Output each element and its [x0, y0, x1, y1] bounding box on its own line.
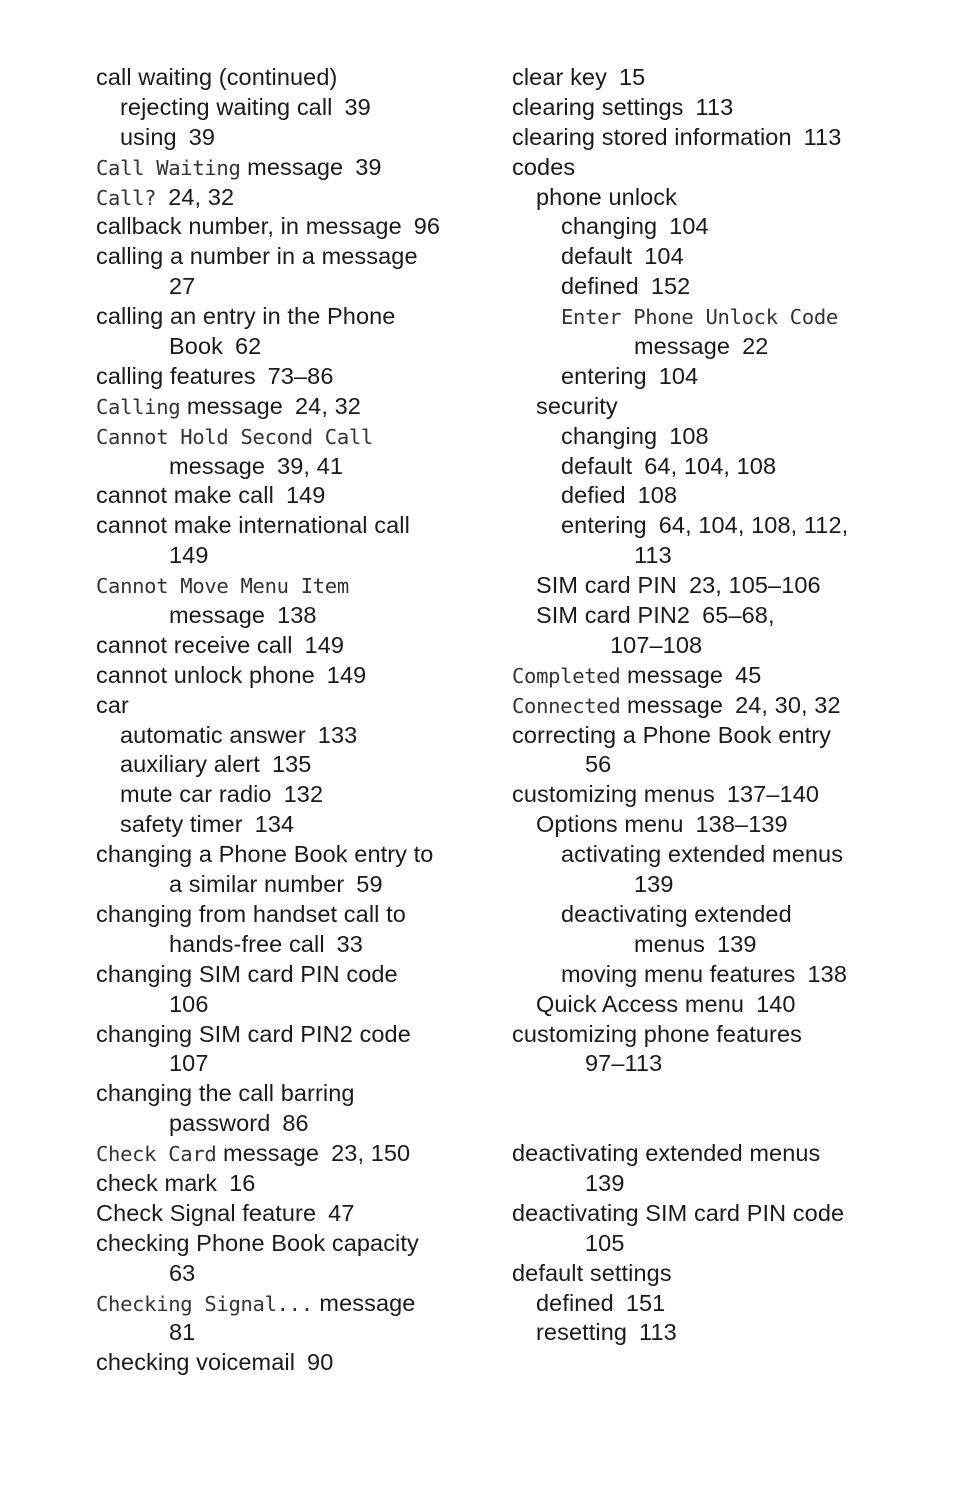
index-entry [96, 780, 496, 810]
display-message-text: Connected [512, 693, 621, 718]
index-entry [512, 183, 912, 213]
page-reference: 86 [282, 1110, 309, 1137]
page-reference: 107–108 [610, 631, 703, 658]
display-message-text: Checking Signal... [96, 1291, 313, 1316]
display-message-text: Cannot Move Menu Item [96, 574, 349, 599]
entry-term: default [561, 452, 633, 479]
entry-term: callback number, in message [96, 213, 402, 240]
index-entry [512, 123, 912, 153]
page-reference: 134 [254, 811, 295, 838]
index-column-left [96, 63, 496, 1378]
entry-term: codes [512, 153, 576, 180]
index-column-right [512, 63, 912, 1348]
index-entry [96, 661, 496, 691]
index-entry [96, 1318, 496, 1348]
index-entry [512, 750, 912, 780]
page-reference: 59 [356, 871, 383, 898]
display-message-text: Completed [512, 663, 621, 688]
page-reference: 149 [285, 482, 326, 509]
entry-term: message [634, 333, 731, 360]
index-entry [512, 960, 912, 990]
entry-term: default [561, 243, 633, 270]
entry-term: SIM card PIN2 [536, 602, 691, 629]
index-entry [512, 631, 912, 661]
index-entry [512, 93, 912, 123]
entry-term: defined [561, 273, 639, 300]
entry-term: SIM card PIN [536, 572, 677, 599]
index-entry [96, 332, 496, 362]
display-message-text: Cannot Hold Second Call [96, 424, 373, 449]
entry-term: password [169, 1110, 271, 1137]
page-reference: 108 [669, 422, 709, 449]
index-entry [512, 1139, 912, 1169]
display-message-text: Call? [96, 185, 157, 210]
entry-term: calling a number in a message [96, 243, 418, 270]
entry-term: safety timer [120, 811, 243, 838]
page-reference: 149 [326, 661, 367, 688]
entry-term: deactivating extended menus [512, 1140, 821, 1167]
page-reference: 149 [169, 542, 209, 569]
page-reference: 24, 32 [168, 183, 235, 210]
index-entry [512, 990, 912, 1020]
entry-term: resetting [536, 1319, 628, 1346]
page-reference: 90 [307, 1349, 334, 1376]
page-reference: 113 [639, 1319, 677, 1346]
index-entry [96, 1289, 496, 1319]
page-reference: 104 [669, 213, 709, 240]
page-reference: 139 [585, 1169, 625, 1196]
entry-term: message [620, 661, 724, 688]
index-entry [96, 1109, 496, 1139]
page-reference: 108 [637, 482, 678, 509]
page-reference: 47 [328, 1199, 355, 1226]
page-reference: 23, 150 [331, 1140, 411, 1167]
index-entry [512, 870, 912, 900]
index-entry [96, 1259, 496, 1289]
entry-term: check mark [96, 1169, 218, 1196]
page-reference: 64, 104, 108 [644, 452, 777, 479]
entry-term: message [169, 452, 266, 479]
page-reference: 64, 104, 108, 112, [658, 512, 849, 539]
entry-term: call waiting (continued) [96, 64, 338, 90]
index-entry [512, 810, 912, 840]
page-reference: 133 [317, 721, 358, 748]
index-entry [512, 1318, 912, 1348]
index-entry [512, 840, 912, 870]
page-reference: 63 [169, 1259, 196, 1286]
page-reference: 132 [283, 781, 324, 808]
index-entry [512, 153, 912, 183]
page-reference: 73–86 [267, 362, 334, 389]
page-reference: 135 [271, 751, 312, 778]
index-entry [96, 721, 496, 751]
page-reference: 137–140 [726, 781, 820, 808]
index-entry [96, 571, 496, 601]
index-entry [512, 541, 912, 571]
index-entry [96, 691, 496, 721]
entry-term: Quick Access menu [536, 990, 745, 1017]
index-entry [96, 631, 496, 661]
entry-term: cannot unlock phone [96, 661, 315, 688]
index-entry [96, 481, 496, 511]
entry-term: menus [634, 930, 706, 957]
entry-term: cannot make call [96, 482, 274, 509]
index-entry [512, 601, 912, 631]
page-reference: 22 [742, 333, 769, 360]
page-reference: 24, 30, 32 [735, 691, 841, 718]
page-reference: 139 [634, 871, 674, 898]
page-reference: 139 [717, 930, 757, 957]
index-entry [512, 1169, 912, 1199]
page-reference: 96 [413, 213, 441, 240]
index-entry [96, 422, 496, 452]
entry-term: changing the call barring [96, 1080, 355, 1107]
index-entry [512, 900, 912, 930]
index-entry [96, 1199, 496, 1229]
entry-term: phone unlock [536, 183, 678, 210]
page-reference: 65–68, [702, 602, 775, 629]
index-entry [96, 123, 496, 153]
page-reference: 151 [625, 1289, 666, 1316]
index-entry [96, 601, 496, 631]
page-reference: 39, 41 [277, 452, 343, 479]
entry-term: security [536, 392, 618, 419]
index-entry [96, 930, 496, 960]
index-entry [512, 721, 912, 751]
index-entry [96, 1139, 496, 1169]
index-entry [512, 392, 912, 422]
section-gap [512, 1079, 912, 1139]
page-reference: 138 [807, 960, 848, 987]
display-message-text: Call Waiting [96, 155, 241, 180]
page-reference: 23, 105–106 [688, 572, 821, 599]
entry-term: customizing menus [512, 781, 715, 808]
page-reference: 104 [644, 243, 684, 270]
entry-term: car [96, 691, 129, 718]
entry-term: calling an entry in the Phone [96, 303, 396, 330]
index-entry [96, 212, 496, 242]
index-entry [96, 1020, 496, 1050]
index-entry [96, 840, 496, 870]
entry-term: correcting a Phone Book entry [512, 721, 832, 748]
entry-term: checking voicemail [96, 1349, 296, 1376]
display-message-text: Check Card [96, 1142, 217, 1167]
entry-term: cannot receive call [96, 631, 293, 658]
index-entry [512, 63, 912, 93]
index-entry [96, 541, 496, 571]
entry-term: message [180, 392, 283, 419]
index-entry [512, 1229, 912, 1259]
page-reference: 149 [304, 631, 345, 658]
page-reference: 113 [634, 542, 672, 569]
index-entry [96, 153, 496, 183]
entry-term: changing from handset call to [96, 900, 406, 927]
page-reference: 140 [756, 990, 796, 1017]
page-reference: 24, 32 [294, 392, 361, 419]
entry-term: moving menu features [561, 960, 796, 987]
entry-term: mute car radio [120, 781, 272, 808]
page-reference: 152 [650, 273, 691, 300]
page-reference: 97–113 [585, 1050, 663, 1077]
entry-term: Options menu [536, 811, 684, 838]
entry-term: activating extended menus [561, 841, 844, 868]
display-message-text: Enter Phone Unlock Code [561, 305, 838, 330]
entry-term: changing [561, 422, 658, 449]
index-entry [96, 1049, 496, 1079]
page-reference: 39 [355, 153, 382, 180]
entry-term: rejecting waiting call [120, 93, 333, 120]
index-entry [96, 63, 496, 93]
entry-term: clear key [512, 64, 607, 90]
page-reference: 113 [803, 123, 842, 150]
entry-term: auxiliary alert [120, 751, 260, 778]
entry-term: calling features [96, 362, 256, 389]
index-entry [512, 362, 912, 392]
entry-term: changing SIM card PIN code [96, 960, 398, 987]
entry-term: a similar number [169, 871, 345, 898]
entry-term: entering [561, 362, 647, 389]
entry-term: using [120, 123, 177, 150]
page-reference: 104 [658, 362, 699, 389]
index-entry [96, 1348, 496, 1378]
index-entry [512, 1289, 912, 1319]
index-entry [96, 511, 496, 541]
index-entry [512, 1259, 912, 1289]
index-entry [512, 452, 912, 482]
page-reference: 39 [188, 123, 216, 150]
page-reference: 107 [169, 1050, 209, 1077]
index-entry [96, 1229, 496, 1259]
entry-term: cannot make international call [96, 512, 410, 539]
display-message-text: Calling [96, 394, 181, 419]
entry-term: automatic answer [120, 721, 306, 748]
index-entry [96, 452, 496, 482]
index-entry [96, 93, 496, 123]
index-entry [96, 810, 496, 840]
entry-term: changing SIM card PIN2 code [96, 1020, 411, 1047]
index-entry [512, 212, 912, 242]
page-reference: 105 [585, 1229, 625, 1256]
page-reference: 81 [169, 1319, 196, 1346]
index-entry [512, 1199, 912, 1229]
index-entry [96, 1169, 496, 1199]
index-entry [96, 242, 496, 272]
index-entry [512, 780, 912, 810]
entry-term: hands-free call [169, 930, 325, 957]
entry-term: Book [169, 333, 223, 360]
entry-term: clearing settings [512, 93, 684, 120]
page-reference: 33 [336, 930, 363, 957]
entry-term: message [312, 1289, 416, 1316]
entry-term: message [620, 691, 724, 718]
index-entry [96, 750, 496, 780]
entry-term: deactivating extended [561, 900, 792, 927]
page-reference: 138 [277, 602, 317, 629]
page-reference: 27 [169, 273, 196, 300]
index-entry [512, 302, 912, 332]
entry-term: deactivating SIM card PIN code [512, 1199, 845, 1226]
index-entry [96, 362, 496, 392]
entry-term: clearing stored information [512, 123, 792, 150]
index-entry [512, 272, 912, 302]
index-entry [96, 302, 496, 332]
entry-term: checking Phone Book capacity [96, 1229, 419, 1256]
entry-term: defied [561, 482, 626, 509]
index-entry [512, 930, 912, 960]
entry-term: customizing phone features [512, 1020, 802, 1047]
index-entry [512, 571, 912, 601]
entry-term: message [169, 602, 266, 629]
index-entry [512, 1020, 912, 1050]
page-reference: 113 [695, 93, 734, 120]
page-reference: 16 [229, 1169, 256, 1196]
entry-term: message [240, 153, 344, 180]
index-entry [512, 691, 912, 721]
index-entry [96, 272, 496, 302]
entry-term: default settings [512, 1259, 672, 1286]
index-entry [96, 900, 496, 930]
entry-term: changing a Phone Book entry to [96, 841, 434, 868]
index-entry [512, 422, 912, 452]
index-entry [512, 481, 912, 511]
entry-term: entering [561, 512, 647, 539]
index-entry [96, 990, 496, 1020]
page-reference: 62 [234, 333, 262, 360]
index-entry [96, 183, 496, 213]
page-reference: 56 [585, 751, 612, 778]
entry-term: Check Signal feature [96, 1199, 317, 1226]
page-reference: 45 [735, 661, 762, 688]
index-entry [512, 1049, 912, 1079]
entry-term: message [216, 1140, 320, 1167]
index-entry [512, 511, 912, 541]
page-reference: 15 [618, 64, 646, 90]
index-entry [512, 332, 912, 362]
index-entry [512, 242, 912, 272]
page-reference: 138–139 [695, 811, 788, 838]
entry-term: changing [561, 213, 658, 240]
entry-term: defined [536, 1289, 614, 1316]
index-entry [96, 1079, 496, 1109]
index-entry [96, 870, 496, 900]
page-reference: 39 [344, 93, 371, 120]
index-entry [512, 661, 912, 691]
index-entry [96, 960, 496, 990]
page-reference: 106 [169, 990, 209, 1017]
index-entry [96, 392, 496, 422]
